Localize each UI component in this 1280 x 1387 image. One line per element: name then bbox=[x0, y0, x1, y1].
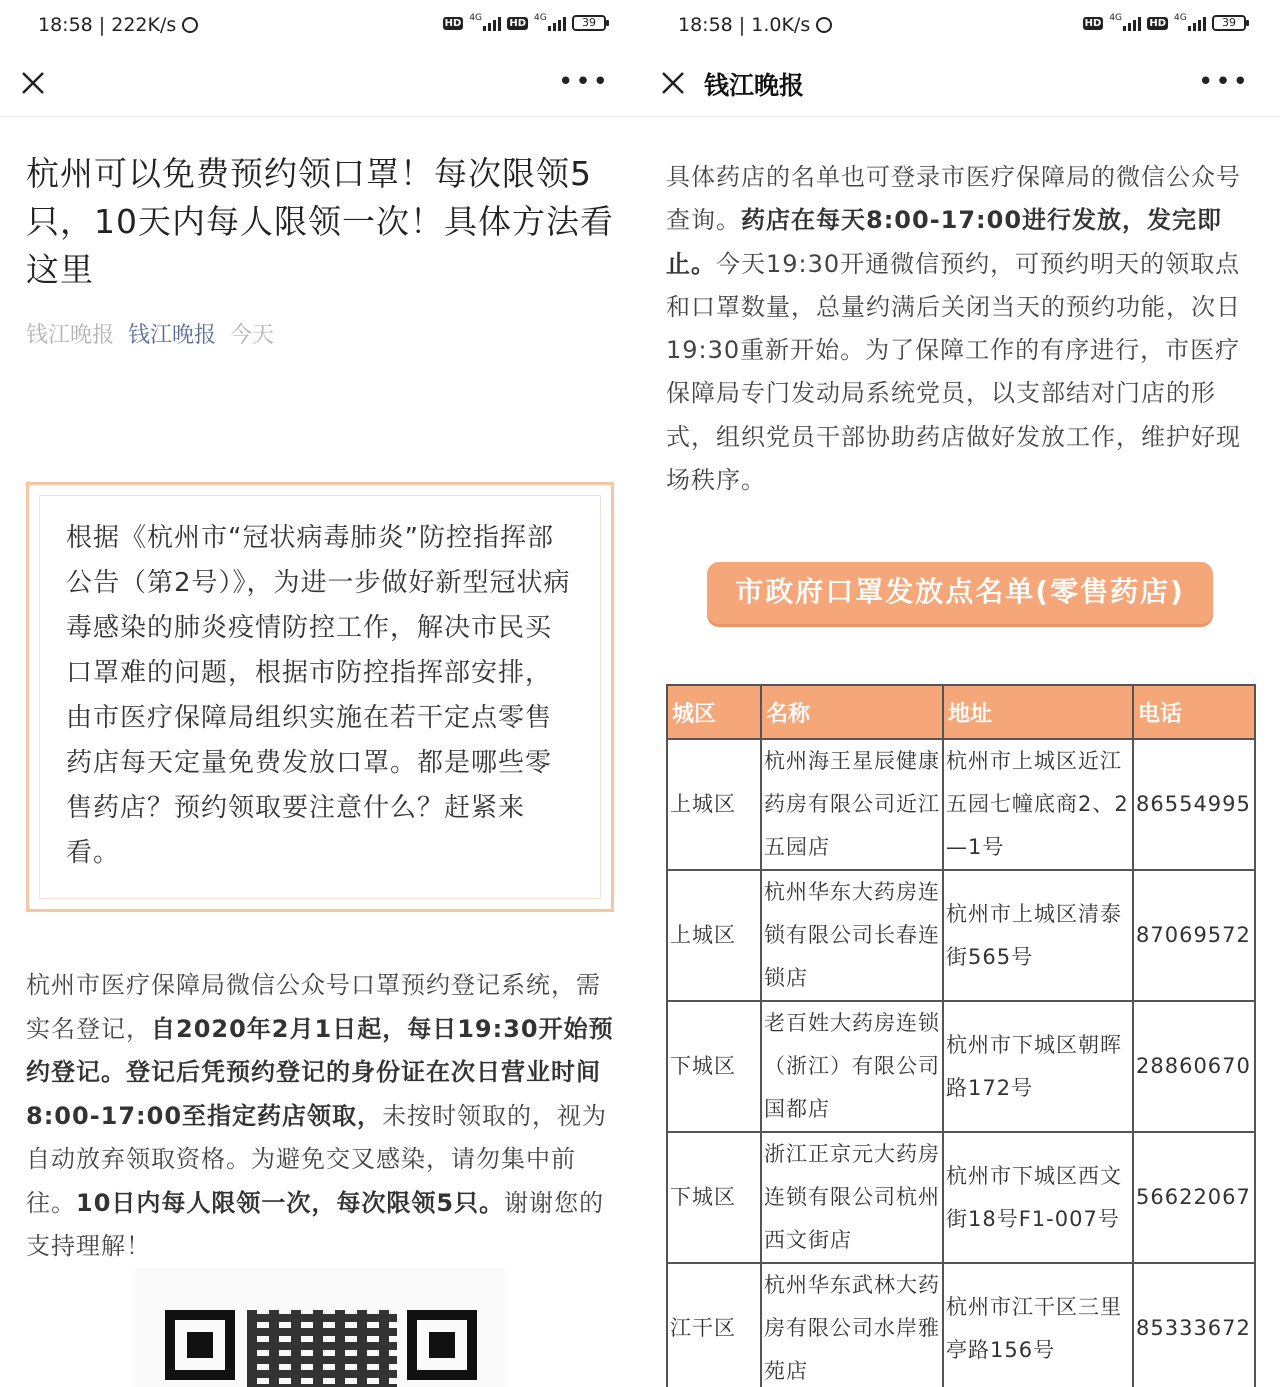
name-cell: 浙江正京元大药房连锁有限公司杭州西文街店 bbox=[761, 1132, 943, 1263]
nav-bar bbox=[640, 52, 1280, 117]
status-bar bbox=[640, 0, 1280, 52]
nav-title: 钱江晚报 bbox=[704, 71, 805, 100]
status-time-text: 18:58 | 222K/s bbox=[38, 14, 177, 36]
article-date: 今天 bbox=[230, 323, 275, 348]
intro-text: 根据《杭州市“冠状病毒肺炎”防控指挥部公告（第2号）》，为进一步做好新型冠状病毒感染的肺炎疫情防控工作，解决市民买口罩难的问题，根据市防控指挥部安排，由市医疗保障局组织实施在若干定点零售药店每天定量免费发放口罩。都是哪些零售药店？预约领取要注意什么？赶紧来看。 bbox=[66, 523, 571, 868]
battery-icon: 39 bbox=[572, 15, 606, 31]
paragraph-text: 谢谢您的支持理解！ bbox=[26, 1188, 605, 1260]
close-icon[interactable] bbox=[658, 68, 688, 98]
paragraph-text: 具体药店的名单也可登录市医疗保障局的微信公众号查询。 bbox=[666, 163, 1241, 235]
hd-icon: HD bbox=[509, 17, 526, 29]
account-link[interactable]: 钱江晚报 bbox=[128, 323, 217, 348]
more-icon[interactable]: ••• bbox=[557, 67, 610, 97]
status-time bbox=[678, 14, 832, 36]
address-cell: 杭州市下城区西文街18号F1-007号 bbox=[943, 1132, 1133, 1263]
alarm-icon bbox=[182, 17, 198, 33]
table-header-row bbox=[667, 685, 1255, 739]
district-cell: 上城区 bbox=[667, 870, 761, 1001]
more-icon[interactable]: ••• bbox=[1197, 67, 1250, 97]
paragraph-text: 今天19:30开通微信预约，可预约明天的领取点和口罩数量，总量约满后关闭当天的预约功能，次日19:30重新开始。为了保障工作的有序进行，市医疗保障局专门发动局系统党员，以支部结对门店的形式，组织党员干部协助药店做好发放工作，维护好现场秩序。 bbox=[666, 249, 1241, 495]
name-cell: 杭州华东武林大药房有限公司水岸雅苑店 bbox=[761, 1263, 943, 1387]
name-cell: 杭州海王星辰健康药房有限公司近江五园店 bbox=[761, 739, 943, 870]
pharmacy-table bbox=[666, 684, 1256, 1387]
table-row bbox=[667, 870, 1255, 1001]
alarm-icon bbox=[816, 17, 832, 33]
battery-icon: 39 bbox=[1212, 15, 1246, 31]
paragraph-text: 杭州市医疗保障局微信公众号口罩预约登记系统，需实名登记， bbox=[26, 971, 601, 1043]
network-type: 4G bbox=[1109, 13, 1123, 23]
column-header: 地址 bbox=[943, 685, 1133, 739]
district-cell: 下城区 bbox=[667, 1001, 761, 1132]
intro-box bbox=[26, 482, 614, 912]
phone-cell: 86554995 bbox=[1133, 739, 1255, 870]
qr-code-image bbox=[135, 1268, 505, 1387]
table-row bbox=[667, 1132, 1255, 1263]
signal-icon bbox=[1109, 15, 1141, 31]
table-row bbox=[667, 1263, 1255, 1387]
qr-finder bbox=[165, 1310, 235, 1380]
phone-cell: 56622067 bbox=[1133, 1132, 1255, 1263]
qr-finder bbox=[407, 1310, 477, 1380]
table-row bbox=[667, 739, 1255, 870]
right-screen bbox=[640, 0, 1280, 1387]
signal-icon bbox=[1174, 15, 1206, 31]
network-type: 4G bbox=[1174, 13, 1187, 23]
name-cell: 杭州华东大药房连锁有限公司长春连锁店 bbox=[761, 870, 943, 1001]
district-cell: 江干区 bbox=[667, 1263, 761, 1387]
name-cell: 老百姓大药房连锁（浙江）有限公司国都店 bbox=[761, 1001, 943, 1132]
phone-cell: 85333672 bbox=[1133, 1263, 1255, 1387]
signal-group bbox=[443, 15, 606, 31]
signal-icon bbox=[534, 15, 566, 31]
table-row bbox=[667, 1001, 1255, 1132]
address-cell: 杭州市上城区清泰街565号 bbox=[943, 870, 1133, 1001]
signal-icon bbox=[469, 15, 501, 31]
phone-cell: 87069572 bbox=[1133, 870, 1255, 1001]
hd-icon: HD bbox=[1149, 17, 1166, 29]
article-author: 钱江晚报 bbox=[26, 323, 115, 348]
pharmacy-list-banner: 市政府口罩发放点名单(零售药店) bbox=[707, 562, 1213, 624]
hd-icon: HD bbox=[1084, 17, 1102, 29]
signal-group bbox=[1083, 15, 1246, 31]
column-header: 城区 bbox=[667, 685, 761, 739]
district-cell: 上城区 bbox=[667, 739, 761, 870]
qr-modules bbox=[247, 1310, 397, 1387]
status-time-text: 18:58 | 1.0K/s bbox=[678, 14, 811, 36]
paragraph-bold: 自2020年2月1日起，每日19:30开始预约登记。登记后凭预约登记的身份证在次日营业时间8:00-17:00至指定药店领取， bbox=[26, 1014, 614, 1130]
status-time bbox=[38, 14, 198, 36]
article-title: 杭州可以免费预约领口罩！每次限领5只，10天内每人限领一次！具体方法看这里 bbox=[26, 154, 614, 289]
article-paragraph bbox=[26, 964, 618, 1269]
article-meta bbox=[26, 318, 274, 349]
paragraph-text: 未按时领取的，视为自动放弃领取资格。为避免交叉感染，请勿集中前往。 bbox=[26, 1101, 608, 1217]
article-paragraph bbox=[666, 156, 1258, 502]
column-header: 名称 bbox=[761, 685, 943, 739]
address-cell: 杭州市下城区朝晖路172号 bbox=[943, 1001, 1133, 1132]
address-cell: 杭州市江干区三里亭路156号 bbox=[943, 1263, 1133, 1387]
close-icon[interactable] bbox=[18, 68, 48, 98]
paragraph-bold: 药店在每天8:00-17:00进行发放，发完即止。 bbox=[666, 206, 1223, 278]
intro-box-inner bbox=[39, 495, 601, 899]
network-type: 4G bbox=[534, 13, 547, 23]
nav-bar bbox=[0, 52, 640, 117]
address-cell: 杭州市上城区近江五园七幢底商2、2—1号 bbox=[943, 739, 1133, 870]
phone-cell: 28860670 bbox=[1133, 1001, 1255, 1132]
district-cell: 下城区 bbox=[667, 1132, 761, 1263]
status-bar bbox=[0, 0, 640, 52]
paragraph-bold: 10日内每人限领一次，每次限领5只。 bbox=[76, 1188, 505, 1217]
hd-icon: HD bbox=[444, 17, 462, 29]
column-header: 电话 bbox=[1133, 685, 1255, 739]
network-type: 4G bbox=[469, 13, 483, 23]
